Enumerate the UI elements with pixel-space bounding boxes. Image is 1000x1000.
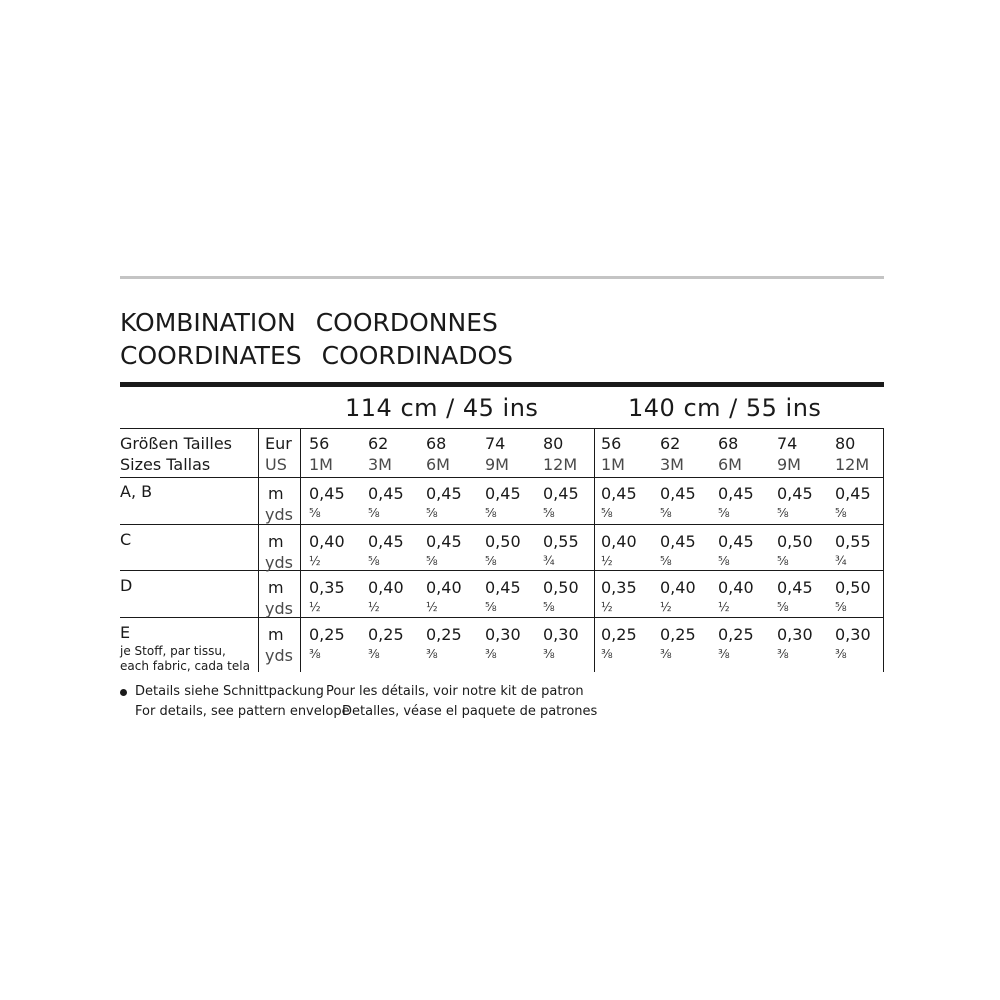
yards-cell: ⅝ [543, 600, 555, 614]
meters-cell: 0,30 [485, 625, 521, 644]
yards-cell: ⅝ [309, 506, 321, 520]
header-rule [120, 428, 884, 429]
meters-cell: 0,45 [718, 484, 754, 503]
yards-cell: ⅝ [543, 506, 555, 520]
yards-cell: ⅝ [835, 506, 847, 520]
yards-cell: ⅝ [368, 554, 380, 568]
view-label: C [120, 530, 132, 549]
meters-cell: 0,45 [601, 484, 637, 503]
meters-cell: 0,40 [309, 532, 345, 551]
meters-cell: 0,25 [718, 625, 754, 644]
meters-cell: 0,40 [426, 578, 462, 597]
yards-cell: ⅝ [660, 554, 672, 568]
meters-cell: 0,25 [601, 625, 637, 644]
meters-cell: 0,50 [543, 578, 579, 597]
title-line-2 [120, 339, 513, 372]
size-us: 9M [485, 455, 509, 474]
yards-cell: ½ [718, 600, 730, 614]
meters-cell: 0,35 [309, 578, 345, 597]
yards-cell: ⅜ [777, 647, 789, 661]
meters-cell: 0,45 [718, 532, 754, 551]
fabric-width-140: 140 cm / 55 ins [628, 394, 822, 422]
yards-cell: ⅝ [485, 554, 497, 568]
yards-cell: ⅝ [777, 506, 789, 520]
unit-yds: yds [265, 553, 293, 572]
yards-cell: ⅜ [309, 647, 321, 661]
meters-cell: 0,45 [485, 484, 521, 503]
yards-cell: ⅝ [777, 600, 789, 614]
title-word: KOMBINATION [120, 308, 296, 337]
column-divider [594, 428, 595, 672]
size-us: 12M [543, 455, 578, 474]
yards-cell: ⅜ [368, 647, 380, 661]
yards-cell: ⅝ [426, 554, 438, 568]
meters-cell: 0,30 [543, 625, 579, 644]
view-label: A, B [120, 482, 153, 501]
note-es: Detalles, véase el paquete de patrones [342, 704, 598, 719]
yards-cell: ⅝ [777, 554, 789, 568]
title-word: COORDONNES [315, 308, 498, 337]
meters-cell: 0,45 [485, 578, 521, 597]
size-eur: 68 [426, 434, 447, 453]
size-us: 6M [426, 455, 450, 474]
unit-yds: yds [265, 505, 293, 524]
size-us: 3M [368, 455, 392, 474]
yards-cell: ⅝ [426, 506, 438, 520]
title-line-1 [120, 306, 513, 339]
size-label-en-es: Sizes Tallas [120, 455, 211, 474]
yards-cell: ½ [426, 600, 438, 614]
unit-yds: yds [265, 646, 293, 665]
page-title [120, 306, 513, 372]
column-divider [883, 428, 884, 672]
row-rule [120, 617, 884, 618]
meters-cell: 0,25 [660, 625, 696, 644]
title-word: COORDINADOS [321, 341, 514, 370]
yards-cell: ⅜ [835, 647, 847, 661]
meters-cell: 0,45 [368, 484, 404, 503]
meters-cell: 0,45 [426, 532, 462, 551]
meters-cell: 0,45 [543, 484, 579, 503]
yards-cell: ½ [601, 554, 613, 568]
meters-cell: 0,25 [368, 625, 404, 644]
yards-cell: ⅝ [485, 506, 497, 520]
meters-cell: 0,25 [426, 625, 462, 644]
yards-cell: ⅜ [718, 647, 730, 661]
size-us: 9M [777, 455, 801, 474]
size-us: 12M [835, 455, 870, 474]
size-unit-eur: Eur [265, 434, 292, 453]
meters-cell: 0,50 [835, 578, 871, 597]
view-sublabel: je Stoff, par tissu, [120, 644, 226, 658]
size-eur: 62 [660, 434, 681, 453]
meters-cell: 0,45 [777, 484, 813, 503]
view-label: D [120, 576, 133, 595]
yards-cell: ½ [309, 554, 321, 568]
size-eur: 80 [835, 434, 856, 453]
meters-cell: 0,45 [660, 484, 696, 503]
meters-cell: 0,25 [309, 625, 345, 644]
column-divider [258, 428, 259, 672]
yards-cell: ⅝ [660, 506, 672, 520]
meters-cell: 0,45 [777, 578, 813, 597]
meters-cell: 0,40 [660, 578, 696, 597]
yards-cell: ⅜ [485, 647, 497, 661]
fabric-width-114: 114 cm / 45 ins [345, 394, 539, 422]
yards-cell: ½ [660, 600, 672, 614]
size-us: 1M [601, 455, 625, 474]
yards-cell: ⅝ [835, 600, 847, 614]
meters-cell: 0,40 [718, 578, 754, 597]
size-label-de-fr: Größen Tailles [120, 434, 233, 453]
meters-cell: 0,45 [660, 532, 696, 551]
meters-cell: 0,45 [368, 532, 404, 551]
row-rule [120, 524, 884, 525]
meters-cell: 0,50 [485, 532, 521, 551]
yards-cell: ⅜ [660, 647, 672, 661]
yards-cell: ¾ [835, 554, 847, 568]
yards-cell: ⅜ [601, 647, 613, 661]
size-eur: 80 [543, 434, 564, 453]
meters-cell: 0,45 [426, 484, 462, 503]
meters-cell: 0,45 [309, 484, 345, 503]
yards-cell: ½ [601, 600, 613, 614]
meters-cell: 0,50 [777, 532, 813, 551]
size-eur: 74 [485, 434, 506, 453]
size-eur: 56 [309, 434, 330, 453]
size-eur: 68 [718, 434, 739, 453]
meters-cell: 0,55 [835, 532, 871, 551]
column-divider [300, 428, 301, 672]
yards-cell: ½ [368, 600, 380, 614]
meters-cell: 0,35 [601, 578, 637, 597]
view-sublabel: each fabric, cada tela [120, 659, 250, 673]
meters-cell: 0,40 [601, 532, 637, 551]
meters-cell: 0,45 [835, 484, 871, 503]
yards-cell: ⅜ [543, 647, 555, 661]
yards-cell: ⅝ [601, 506, 613, 520]
size-eur: 62 [368, 434, 389, 453]
unit-m: m [268, 625, 284, 644]
unit-m: m [268, 532, 284, 551]
size-eur: 56 [601, 434, 622, 453]
unit-m: m [268, 578, 284, 597]
yards-cell: ½ [309, 600, 321, 614]
title-word: COORDINATES [120, 341, 302, 370]
unit-yds: yds [265, 599, 293, 618]
unit-m: m [268, 484, 284, 503]
yards-cell: ⅝ [368, 506, 380, 520]
size-us: 3M [660, 455, 684, 474]
size-eur: 74 [777, 434, 798, 453]
note-fr: Pour les détails, voir notre kit de patron [326, 684, 584, 699]
note-en: For details, see pattern envelope [135, 704, 350, 719]
bullet-icon [120, 689, 127, 696]
top-divider [120, 276, 884, 279]
yards-cell: ⅜ [426, 647, 438, 661]
yards-cell: ¾ [543, 554, 555, 568]
row-rule [120, 570, 884, 571]
size-us: 6M [718, 455, 742, 474]
yards-cell: ⅝ [485, 600, 497, 614]
meters-cell: 0,30 [777, 625, 813, 644]
size-unit-us: US [265, 455, 287, 474]
size-us: 1M [309, 455, 333, 474]
meters-cell: 0,55 [543, 532, 579, 551]
row-rule [120, 477, 884, 478]
table-top-rule [120, 382, 884, 387]
meters-cell: 0,40 [368, 578, 404, 597]
note-de: Details siehe Schnittpackung [135, 684, 324, 699]
meters-cell: 0,30 [835, 625, 871, 644]
yards-cell: ⅝ [718, 554, 730, 568]
view-label: E [120, 623, 131, 642]
yards-cell: ⅝ [718, 506, 730, 520]
